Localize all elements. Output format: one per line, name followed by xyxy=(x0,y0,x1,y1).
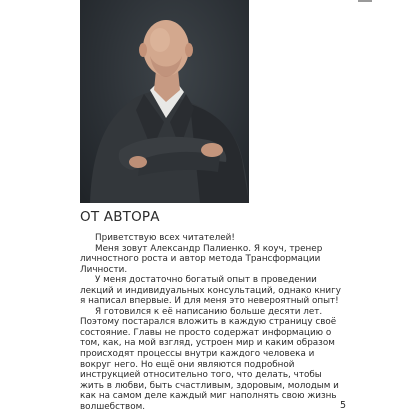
page-number: 5 xyxy=(340,400,347,411)
paragraph-greeting: Приветствую всех читателей! xyxy=(95,233,235,243)
author-photo xyxy=(80,0,249,203)
section-title: ОТ АВТОРА xyxy=(80,209,160,225)
paragraph-experience: У меня достаточно богатый опыт в проведении лекций и индивидуальных консультаций, однако книгу я написал впервые. И для меня это невероятный опыт! xyxy=(80,275,341,307)
paragraph-preparation: Я готовился к её написанию больше десяти лет. Поэтому постарался вложить в каждую страницу своё состояние. Главы не просто содержат информацию о том, как, на мой взгляд, устроен мир и каким образом происходят процессы внутри каждого человека и вокруг него. Но ещё они являются подробной инструкцией относительно того, что делать, чтобы жить в любви, быть счастливым, здоровым, молодым и как на самом деле каждый миг наполнять свою жизнь волшебством. xyxy=(80,306,339,412)
corner-mark xyxy=(358,0,372,2)
paragraph-introduction: Меня зовут Александр Палиенко. Я коуч, тренер личностного роста и автор метода Трансформации Личности. xyxy=(80,243,323,275)
body-text xyxy=(80,233,342,412)
